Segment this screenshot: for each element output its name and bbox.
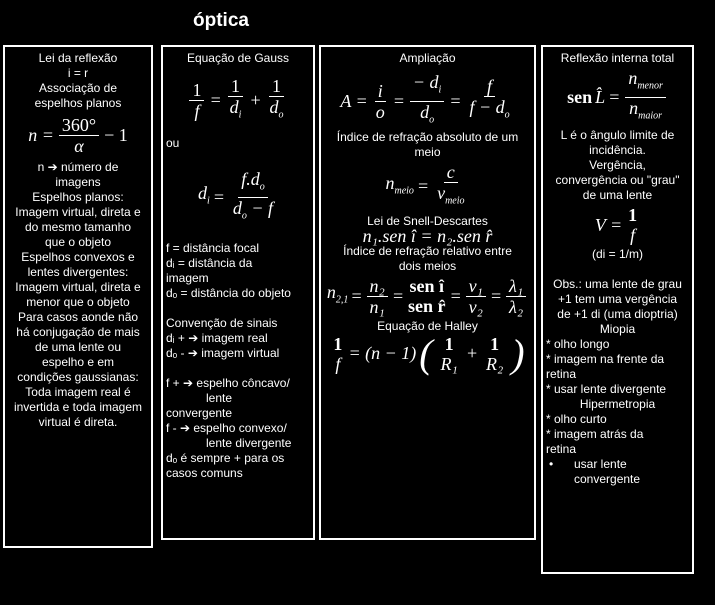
formula-part: f − d [469,97,505,118]
text-line: Vergência, [589,158,646,173]
formula-part: f [335,353,341,374]
formula-di [166,169,310,227]
formula-part: − d [412,72,439,92]
formula-amplification [324,72,531,130]
text: f - ➔ espelho convexo/ [166,420,287,435]
formula-part: i [238,109,242,121]
text-line: L é o ângulo limite de [560,128,675,143]
text-line: Imagem virtual, direta e [15,205,141,219]
text-line: menor que o objeto [26,295,130,309]
formula-part: 1 [628,205,638,226]
text-line: invertida e toda imagem [13,400,143,414]
formula-part: 1 [444,333,454,354]
text-line: condições gaussianas: [17,370,139,384]
unit-text: (di = 1/m) [591,247,643,262]
formula-part: 1 [269,76,284,97]
formula-part: n = [28,125,54,145]
formula-part: = [212,187,225,208]
text-line: imagens [55,175,101,189]
text-line: Espelhos planos: [32,190,124,204]
formula-part: d [229,97,239,117]
text-line: Toda imagem real é [25,385,131,399]
text: lente divergente [206,435,292,450]
formula-part: = [449,90,462,111]
formula-sen-L [546,68,689,126]
formula-part: d [232,198,242,219]
text-line: de uma lente [582,188,653,203]
text-block [546,128,689,203]
formula-part: sen î [409,276,444,297]
text: convergente [574,472,641,487]
box-gauss [161,45,315,540]
formula-part: f [630,225,636,246]
text: dois meios [398,258,457,273]
box-reflection [3,45,153,548]
text-line: de uma lente ou [34,340,122,354]
text-line: virtual é direta. [38,415,118,429]
text: i = r [67,66,89,80]
formula-part: ) [511,330,525,376]
formula-snell: n₁.sen î = n₂.sen r̂ [362,225,493,246]
formula-part: f.d [241,168,260,189]
text-line: n ➔ número de [37,160,119,174]
formula-part: o [241,210,247,222]
text-line: do mesmo tamanho [24,220,132,234]
miopia-list [546,337,689,397]
text: Índice de refração relativo entre [343,243,512,258]
formula-part: 1 [333,333,343,354]
formula-part: λ₁ [506,276,526,297]
text-line: * olho longo [546,337,610,352]
text: ou [166,135,180,150]
formula-part: n₂ [367,276,388,297]
text-line: Convenção de sinais [166,315,278,330]
formula-part: o [375,101,385,122]
page-title: óptica [193,10,249,31]
formula-part: meio [445,195,465,207]
text-line: lentes divergentes: [27,265,129,279]
formula-part: o [278,109,284,121]
text-line: Imagem virtual, direta e [15,280,141,294]
definitions [166,241,310,301]
formula-part: n [629,97,639,118]
formula-part: d [420,101,430,122]
formula-part: R₁ [440,353,458,374]
formula-part: d [269,97,279,117]
box-total-reflection [541,45,694,574]
text-line: * imagem atrás da [546,427,644,442]
formula-mirrors [8,115,148,156]
text-line: dₒ - ➔ imagem virtual [166,345,280,360]
text-line: convergência ou "grau" [555,173,680,188]
formula-part: + [249,90,262,111]
text: f + ➔ espelho côncavo/ [166,375,290,390]
text-line: espelho e em [41,355,115,369]
formula-part: sen r̂ [407,296,446,317]
text: lente [206,390,233,405]
formula-part: menor [637,80,663,92]
formula-part: v₂ [468,296,483,317]
formula-part: = [350,285,363,306]
text-line: retina [546,367,577,382]
formula-part: − 1 [104,125,128,145]
text: dₒ é sempre + para os [166,450,285,465]
formula-part: = [209,90,222,111]
text-line: dᵢ = distância da [166,255,253,270]
bullet-icon: • [549,457,554,472]
box-amplification [319,45,536,540]
text-line: retina [546,442,577,457]
text-line: Espelhos convexos e [21,250,135,264]
text-line: f = distância focal [166,240,260,255]
formula-part: i [438,84,442,96]
formula-part: α [74,136,84,156]
formula-part: c [444,162,458,183]
formula-part: ( [419,330,433,376]
text-line: Obs.: uma lente de grau [553,277,682,292]
text: usar lente [574,457,627,472]
formula-part: = [608,86,621,107]
text-line: de +1 di (uma dioptria) [557,307,678,322]
text: casos comuns [166,465,243,480]
formula-part: = [392,90,405,111]
text-line: há conjugação de mais [16,325,140,339]
formula-part: maior [638,110,663,122]
formula-part: i [375,81,386,102]
formula-relative-index [324,276,531,317]
text-line: que o objeto [44,235,112,249]
formula-part: V = [594,214,623,235]
text-line: * usar lente divergente [546,382,667,397]
formula-part: = [391,285,404,306]
text-block [8,160,148,430]
text-line: * imagem na frente da [546,352,665,367]
text-line: dₒ = distância do objeto [166,285,291,300]
formula-part: L̂ [595,86,606,107]
heading-miopia: Miopia [599,322,636,337]
obs-block [546,277,689,322]
formula-part: o [259,181,265,193]
formula-part: A = [340,90,368,111]
formula-part: 360° [59,115,99,136]
formula-part: + [465,343,478,364]
formula-part: v₁ [466,276,486,297]
formula-part: v [437,183,446,204]
formula-part: 1 [189,80,204,101]
formula-part: o [504,109,510,121]
formula-part: f [484,76,495,97]
text: meio [414,145,441,160]
formula-part: n [326,281,336,302]
text: Lei de Snell-Descartes [367,213,488,228]
formula-part: sen [567,86,593,107]
text: Lei da reflexão [38,51,118,65]
formula-part: f [194,101,200,122]
formula-part: d [197,183,207,204]
formula-part: = [416,176,430,197]
text: Equação de Halley [377,318,478,333]
formula-gauss [166,76,310,126]
box-title: Reflexão interna total [560,51,675,65]
text-line: dᵢ + ➔ imagem real [166,330,268,345]
box-title: Equação de Gauss [186,51,290,65]
text: espelhos planos [34,96,122,110]
text-line: Para casos aonde não [17,310,139,324]
text-line: +1 tem uma vergência [557,292,678,307]
text: convergente [166,405,233,420]
formula-halley [324,330,531,376]
formula-part: 1 [490,333,500,354]
hiper-list [546,412,689,457]
formula-part: meio [394,185,414,197]
formula-part: R₂ [485,353,504,374]
formula-vergence [546,205,689,245]
formula-part: n [385,172,395,193]
text: Associação de [38,81,118,95]
text-line: incidência. [589,143,646,158]
heading-hipermetropia: Hipermetropia [579,397,656,412]
formula-part: − f [251,198,274,219]
box-title: Ampliação [399,51,456,65]
text-line: imagem [166,270,209,285]
formula-part: o [429,114,435,126]
formula-part: n₁ [369,296,385,317]
formula-part: 2,1 [335,294,349,306]
formula-part: = [449,285,462,306]
bullet-item [546,457,689,487]
formula-part: 1 [228,76,243,97]
sign-convention [166,316,310,361]
formula-n-meio [324,162,531,212]
text: Índice de refração absoluto de um [336,130,519,145]
text-line: * olho curto [546,412,607,427]
formula-part: n [628,68,638,88]
formula-part: i [206,195,210,207]
formula-part: = (n − 1) [348,343,417,364]
formula-part: = [489,285,503,306]
formula-part: λ₂ [509,296,524,317]
